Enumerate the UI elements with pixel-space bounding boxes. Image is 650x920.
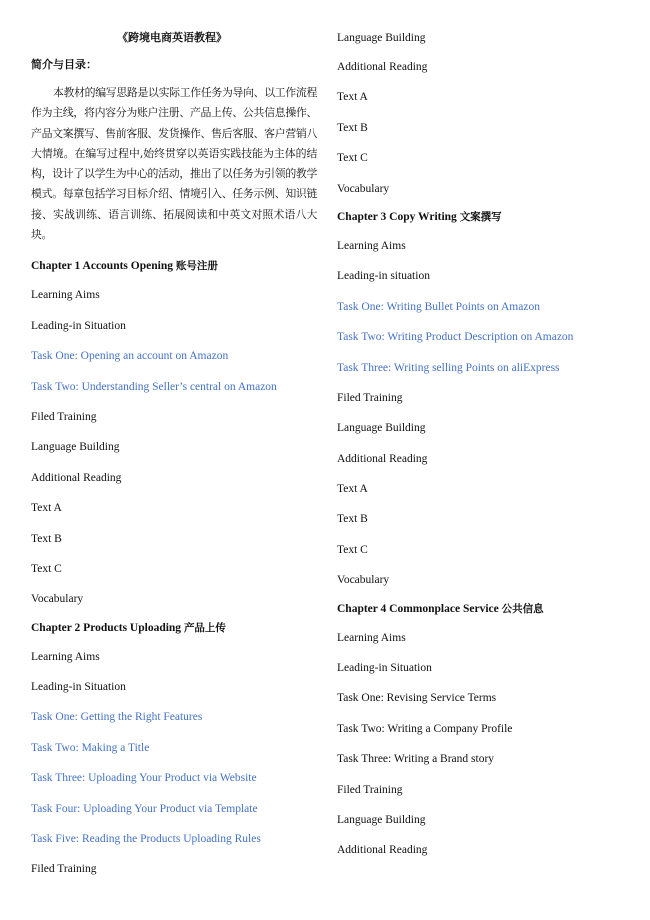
toc-item: Learning Aims [337, 631, 406, 644]
toc-item: Vocabulary [337, 182, 390, 195]
toc-item: Text A [31, 502, 62, 515]
toc-item: Filed Training [31, 863, 97, 876]
toc-item: Text B [337, 121, 368, 134]
document-title: 《跨境电商英语教程》 [117, 31, 227, 44]
task-link[interactable]: Task One: Getting the Right Features [31, 711, 203, 724]
toc-item: Additional Reading [337, 452, 428, 465]
toc-item: Text B [337, 513, 368, 526]
toc-item: Language Building [337, 32, 426, 44]
task-link[interactable]: Task Five: Reading the Products Uploading Rules [31, 833, 261, 846]
toc-item: Leading-in Situation [337, 662, 432, 675]
chapter2-title-cn: 产品上传 [183, 621, 226, 634]
toc-item: Vocabulary [31, 593, 84, 606]
toc-item: Additional Reading [31, 471, 122, 484]
toc-item: Additional Reading [337, 844, 428, 857]
toc-item: Learning Aims [31, 289, 100, 302]
chapter3-heading [337, 204, 627, 231]
toc-item: Vocabulary [337, 574, 390, 587]
toc-item: Task One: Revising Service Terms [337, 692, 497, 705]
toc-item: Leading-in Situation [31, 681, 126, 694]
chapter4-title-en: Chapter 4 Commonplace Service [337, 602, 499, 615]
toc-item: Learning Aims [31, 650, 100, 663]
toc-item: Text C [337, 152, 368, 165]
chapter4-heading [337, 596, 627, 623]
chapter3-title-cn: 文案撰写 [459, 210, 502, 223]
toc-item: Leading-in Situation [31, 319, 126, 332]
task-link[interactable]: Task One: Opening an account on Amazon [31, 350, 229, 363]
right-column [337, 26, 627, 866]
left-column [31, 26, 317, 885]
toc-item: Filed Training [337, 391, 403, 404]
chapter1-title-cn: 账号注册 [175, 260, 218, 273]
toc-item: Text B [31, 532, 62, 545]
chapter2-heading [31, 615, 317, 642]
toc-item: Text A [337, 91, 368, 104]
right-chapter-list [337, 26, 627, 866]
toc-item: Filed Training [31, 410, 97, 423]
task-link[interactable]: Task Two: Making a Title [31, 741, 150, 754]
task-link[interactable]: Task Two: Writing Product Description on Amazon [337, 331, 574, 344]
left-chapter-list [31, 253, 317, 884]
toc-item: Learning Aims [337, 239, 406, 252]
toc-item: Text A [337, 483, 368, 496]
toc-item: Language Building [337, 813, 426, 826]
chapter3-title-en: Chapter 3 Copy Writing [337, 210, 457, 223]
task-link[interactable]: Task Four: Uploading Your Product via Template [31, 802, 258, 815]
toc-item: Task Two: Writing a Company Profile [337, 722, 513, 735]
task-link[interactable]: Task Three: Writing selling Points on aliExpress [337, 361, 560, 374]
toc-item: Language Building [337, 422, 426, 435]
intro-paragraph: 本教材的编写思路是以实际工作任务为导向、以工作流程作为主线，将内容分为账户注册、产品上传、公共信息操作、产品文案撰写、售前客服、发货操作、售后客服、客户营销八大情境。在编写过程中,始终贯穿以英语实践技能为主体的结构，设计了以学生为中心的活动，推出了以任务为引领的教学模式。每章包括学习目标介绍、情境引入、任务示例、知识链接、实战训练、语言训练、拓展阅读和中英文对照术语八大块。 [31, 86, 317, 242]
task-link[interactable]: Task Three: Uploading Your Product via Website [31, 772, 257, 785]
task-link[interactable]: Task One: Writing Bullet Points on Amazon [337, 300, 540, 313]
toc-item: Filed Training [337, 783, 403, 796]
toc-item: Language Building [31, 441, 120, 454]
toc-item: Text C [337, 543, 368, 556]
toc-item: Additional Reading [337, 61, 428, 73]
toc-item: Leading-in situation [337, 270, 430, 283]
chapter1-heading [31, 253, 317, 280]
task-link[interactable]: Task Two: Understanding Seller’s central on Amazon [31, 380, 277, 393]
chapter1-title-en: Chapter 1 Accounts Opening [31, 260, 173, 273]
toc-item: Task Three: Writing a Brand story [337, 753, 495, 766]
toc-item: Text C [31, 562, 62, 575]
chapter4-title-cn: 公共信息 [501, 602, 544, 615]
intro-heading: 简介与目录： [31, 58, 97, 71]
chapter2-title-en: Chapter 2 Products Uploading [31, 621, 182, 634]
